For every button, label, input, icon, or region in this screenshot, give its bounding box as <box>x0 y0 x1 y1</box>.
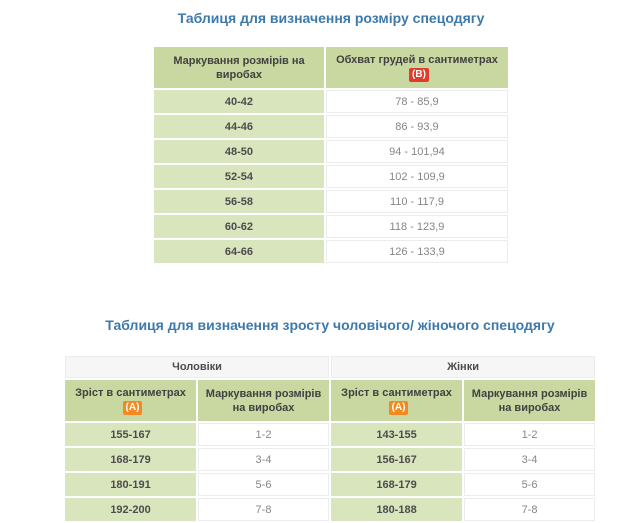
height-a-badge: (А) <box>389 401 409 415</box>
chest-header <box>326 47 508 88</box>
women-marking-cell: 7-8 <box>464 498 595 521</box>
chest-b-badge: (В) <box>409 68 429 82</box>
chest-header-label: Обхват грудей в сантиметрах <box>336 54 498 66</box>
height-table-title: Таблиця для визначення зросту чоловічого/ жіночого спецодягу <box>105 317 555 333</box>
women-height-cell: 143-155 <box>331 423 462 446</box>
women-height-header-label: Зріст в сантиметрах <box>341 387 452 399</box>
height-a-badge: (А) <box>123 401 143 415</box>
men-marking-cell: 3-4 <box>198 448 329 471</box>
men-group-header: Чоловіки <box>65 356 329 378</box>
table-row <box>154 240 508 263</box>
men-marking-cell: 7-8 <box>198 498 329 521</box>
men-marking-header: Маркування розмірів на виробах <box>198 380 329 421</box>
men-marking-cell: 5-6 <box>198 473 329 496</box>
women-marking-cell: 5-6 <box>464 473 595 496</box>
size-table-header-row <box>154 47 508 88</box>
men-height-header-label: Зріст в сантиметрах <box>75 387 186 399</box>
table-row <box>154 140 508 163</box>
men-height-header <box>65 380 196 421</box>
women-marking-cell: 3-4 <box>464 448 595 471</box>
women-height-header <box>331 380 462 421</box>
chest-cell: 118 - 123,9 <box>326 215 508 238</box>
men-height-cell: 168-179 <box>65 448 196 471</box>
men-height-cell: 155-167 <box>65 423 196 446</box>
chest-cell: 86 - 93,9 <box>326 115 508 138</box>
size-marking-header: Маркування розмірів на виробах <box>154 47 324 88</box>
chest-cell: 110 - 117,9 <box>326 190 508 213</box>
table-row <box>154 215 508 238</box>
size-table-title: Таблиця для визначення розміру спецодягу <box>177 10 485 26</box>
size-cell: 52-54 <box>154 165 324 188</box>
men-marking-cell: 1-2 <box>198 423 329 446</box>
size-cell: 56-58 <box>154 190 324 213</box>
women-group-header: Жінки <box>331 356 595 378</box>
chest-cell: 94 - 101,94 <box>326 140 508 163</box>
height-table <box>63 354 597 523</box>
chest-cell: 102 - 109,9 <box>326 165 508 188</box>
size-cell: 40-42 <box>154 90 324 113</box>
men-height-cell: 192-200 <box>65 498 196 521</box>
size-table <box>152 45 510 265</box>
table-row <box>154 190 508 213</box>
chest-cell: 126 - 133,9 <box>326 240 508 263</box>
size-cell: 64-66 <box>154 240 324 263</box>
table-row <box>154 165 508 188</box>
size-cell: 60-62 <box>154 215 324 238</box>
chest-cell: 78 - 85,9 <box>326 90 508 113</box>
women-height-cell: 156-167 <box>331 448 462 471</box>
gender-header-row <box>65 356 595 378</box>
table-row <box>65 498 595 521</box>
women-marking-header: Маркування розмірів на виробах <box>464 380 595 421</box>
size-cell: 44-46 <box>154 115 324 138</box>
height-table-subheader-row <box>65 380 595 421</box>
women-height-cell: 180-188 <box>331 498 462 521</box>
table-row <box>154 115 508 138</box>
table-row <box>154 90 508 113</box>
women-marking-cell: 1-2 <box>464 423 595 446</box>
size-cell: 48-50 <box>154 140 324 163</box>
table-row <box>65 473 595 496</box>
men-height-cell: 180-191 <box>65 473 196 496</box>
women-height-cell: 168-179 <box>331 473 462 496</box>
table-row <box>65 423 595 446</box>
table-row <box>65 448 595 471</box>
